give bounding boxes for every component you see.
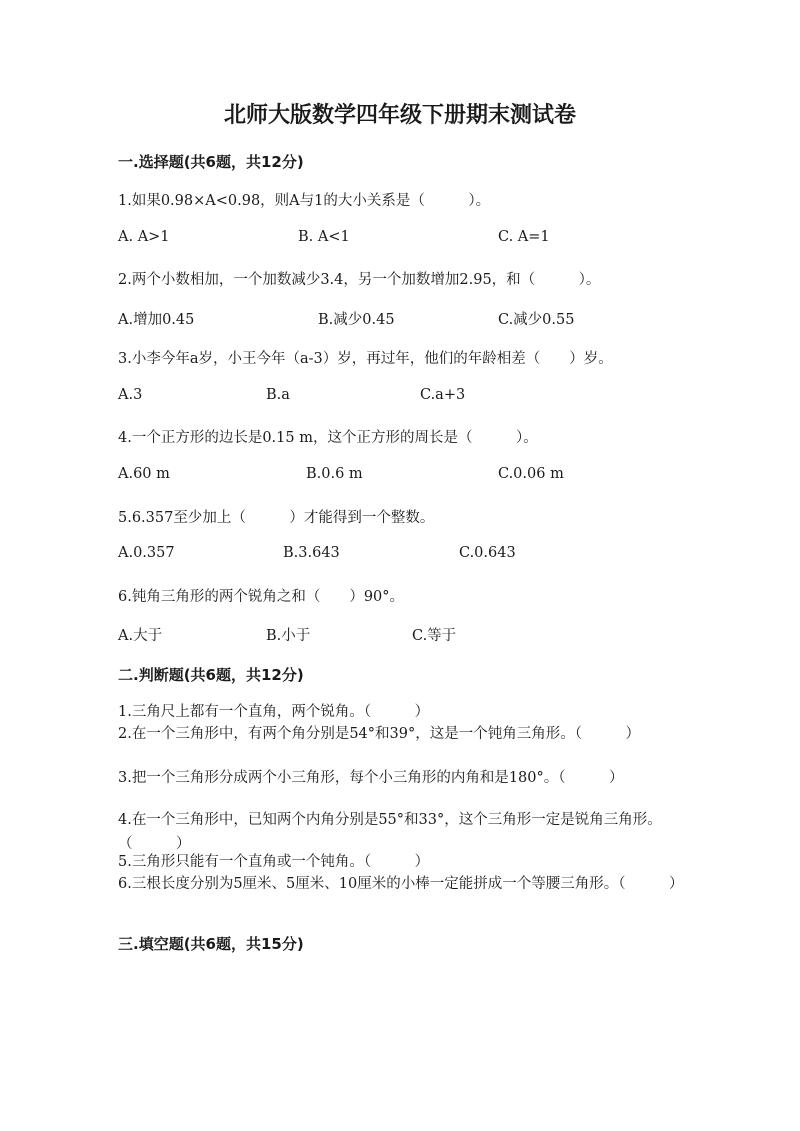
question-5: 5.6.357至少加上（ ）才能得到一个整数。 (118, 510, 435, 526)
judgement-item-3: 3.把一个三角形分成两个小三角形，每个小三角形的内角和是180°。（ ） (118, 770, 624, 786)
question-4: 4.一个正方形的边长是0.15 m，这个正方形的周长是（ ）。 (118, 430, 538, 446)
question-3-option-b: B.a (266, 387, 290, 403)
question-4-option-a: A.60 m (118, 466, 170, 482)
question-5-option-c: C.0.643 (459, 545, 516, 561)
question-1-option-a: A. A>1 (118, 229, 170, 245)
judgement-item-1: 1.三角尺上都有一个直角，两个锐角。（ ） (118, 704, 430, 720)
judgement-item-5: 5.三角形只能有一个直角或一个钝角。（ ） (118, 854, 430, 870)
question-2-option-b: B.减少0.45 (318, 312, 395, 328)
question-1: 1.如果0.98×A<0.98，则A与1的大小关系是（ ）。 (118, 193, 491, 209)
question-6: 6.钝角三角形的两个锐角之和（ ）90°。 (118, 589, 405, 605)
question-6-option-a: A.大于 (118, 628, 163, 644)
question-2: 2.两个小数相加，一个加数减少3.4，另一个加数增加2.95，和（ ）。 (118, 272, 601, 288)
question-3-option-c: C.a+3 (420, 387, 466, 403)
judgement-item-6: 6.三根长度分别为5厘米、5厘米、10厘米的小棒一定能拼成一个等腰三角形。（ ） (118, 876, 684, 892)
question-5-option-a: A.0.357 (118, 545, 175, 561)
page-title: 北师大版数学四年级下册期末测试卷 (223, 103, 576, 128)
judgement-item-4: 4.在一个三角形中，已知两个内角分别是55°和33°，这个三角形一定是锐角三角形。（ ） (118, 812, 662, 852)
question-5-option-b: B.3.643 (283, 545, 340, 561)
judgement-item-2: 2.在一个三角形中，有两个角分别是54°和39°，这是一个钝角三角形。（ ） (118, 726, 640, 742)
question-3-option-a: A.3 (118, 387, 143, 403)
section-heading-fill-blank: 三.填空题(共6题，共15分) (118, 935, 304, 953)
question-1-option-c: C. A=1 (498, 229, 550, 245)
question-4-option-c: C.0.06 m (498, 466, 564, 482)
question-4-option-b: B.0.6 m (306, 466, 363, 482)
question-2-option-a: A.增加0.45 (118, 312, 195, 328)
question-1-option-b: B. A<1 (298, 229, 350, 245)
question-6-option-b: B.小于 (266, 628, 311, 644)
section-heading-choice: 一.选择题(共6题，共12分) (118, 153, 304, 171)
question-2-option-c: C.减少0.55 (498, 312, 575, 328)
question-6-option-c: C.等于 (412, 628, 457, 644)
section-heading-true-false: 二.判断题(共6题，共12分) (118, 666, 304, 684)
question-3: 3.小李今年a岁，小王今年（a-3）岁，再过年，他们的年龄相差（ ）岁。 (118, 351, 613, 367)
